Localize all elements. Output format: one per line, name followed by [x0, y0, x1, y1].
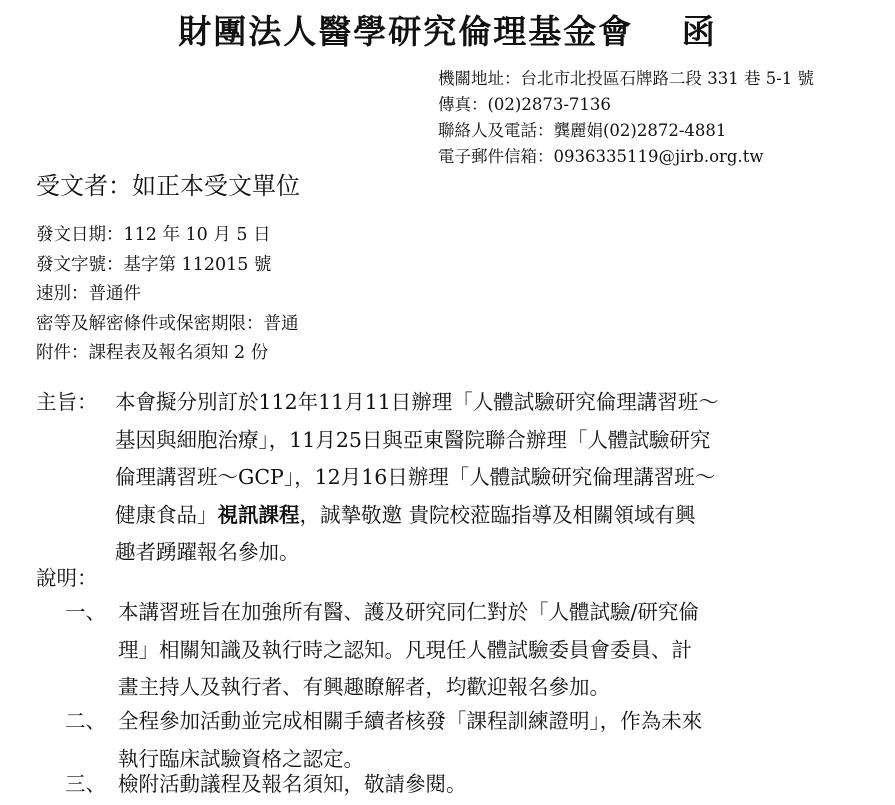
attachments-line: 附件：課程表及報名須知 2 份: [36, 343, 269, 363]
letter-title: 財團法人醫學研究倫理基金會 函: [178, 12, 717, 51]
contact-fax: 傳真：(02)2873-7136: [438, 95, 611, 114]
meta-block: [36, 221, 299, 369]
item-line: 執行臨床試驗資格之認定。: [118, 746, 364, 771]
confidentiality-level: 密等及解密條件或保密期限：普通: [36, 313, 299, 334]
contact-address: 機關地址：台北市北投區石牌路二段 331 巷 5-1 號: [438, 69, 815, 88]
contact-person: 聯絡人及電話：龔麗娟(02)2872-4881: [438, 121, 727, 140]
item-line: 全程參加活動並完成相關手續者核發「課程訓練證明」，作為未來: [118, 709, 703, 733]
subject-label: 主旨：: [36, 390, 98, 414]
subject-line: 本會擬分別訂於112年11月11日辦理「人體試驗研究倫理講習班～: [115, 390, 719, 414]
item-line: 本講習班旨在加強所有醫、護及研究同仁對於「人體試驗/研究倫: [118, 600, 699, 624]
subject-body: [115, 384, 885, 572]
recipient-line: 受文者：如正本受文單位: [36, 172, 300, 200]
issue-date: 發文日期：112 年 10 月 5 日: [36, 225, 271, 245]
contact-email: 電子郵件信箱：0936335119@jirb.org.tw: [438, 147, 764, 166]
item-number: 二、: [65, 709, 106, 733]
item-line: 檢附活動議程及報名須知，敬請參閱。: [118, 772, 467, 796]
subject-line: 基因與細胞治療」，11月25日與亞東醫院聯合辦理「人體試驗研究: [115, 427, 711, 452]
subject-line: 倫理講習班～GCP」，12月16日辦理「人體試驗研究倫理講習班～: [115, 465, 716, 489]
item-line: 理」相關知識及執行時之認知。凡現任人體試驗委員會委員、計: [118, 637, 692, 662]
subject-line: 趣者踴躍報名參加。: [115, 540, 300, 564]
item-number: 三、: [65, 772, 106, 796]
subject-emphasis: 視訊課程: [217, 502, 300, 527]
contact-block: [438, 66, 814, 170]
subject-text: 健康食品」: [115, 502, 218, 527]
item-text: [118, 594, 699, 707]
item-number: 一、: [65, 600, 106, 624]
delivery-speed: 速別：普通件: [36, 284, 141, 304]
document-number: 發文字號：基字第 112015 號: [36, 254, 272, 275]
subject-text: ，誠摯敬邀 貴院校蒞臨指導及相關領域有興: [299, 502, 696, 527]
explanation-label: 說明：: [36, 566, 98, 590]
item-line: 畫主持人及執行者、有興趣瞭解者，均歡迎報名參加。: [118, 675, 610, 699]
subject-line: [115, 497, 885, 535]
item-text: [118, 766, 467, 804]
